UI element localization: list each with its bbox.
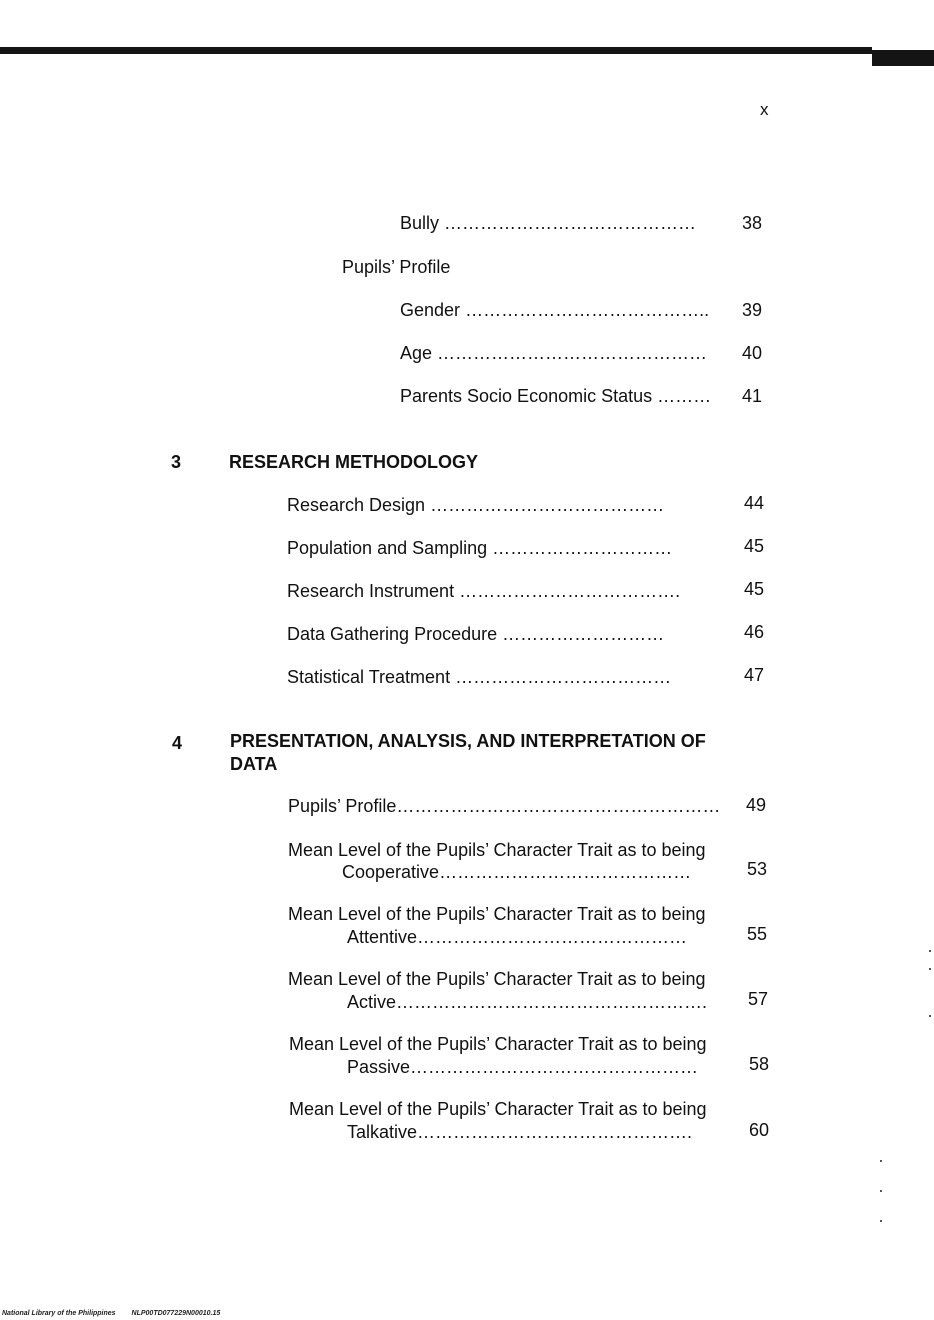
toc-leader-dots: ………………………………………. — [417, 1122, 693, 1142]
chapter-number: 3 — [171, 452, 182, 472]
toc-page-number: 45 — [744, 579, 765, 599]
toc-entry-label: Statistical Treatment — [287, 667, 451, 687]
toc-leader-dots: ……………………… — [502, 624, 665, 644]
toc-entry-bully — [400, 212, 696, 234]
toc-page-number: 41 — [742, 386, 763, 406]
toc-page-number: 40 — [742, 343, 763, 363]
toc-leader-dots: ……… — [657, 386, 712, 406]
chapter-title: RESEARCH METHODOLOGY — [229, 452, 479, 472]
toc-entry-label: Parents Socio Economic Status — [400, 386, 653, 406]
toc-page-number: 53 — [747, 859, 768, 879]
toc-entry-mean-level-line1: Mean Level of the Pupils’ Character Trait as to being — [289, 1099, 707, 1119]
footer-library: National Library of the Philippines — [2, 1310, 116, 1317]
toc-leader-dots: …………………………………… — [439, 862, 692, 882]
toc-page-number: 45 — [744, 536, 765, 556]
toc-leader-dots: ……………………………………………… — [396, 796, 721, 816]
toc-entry-mean-level-line1: Mean Level of the Pupils’ Character Trait as to being — [288, 969, 706, 989]
toc-page-number: 47 — [744, 665, 765, 685]
scan-speck — [880, 1220, 882, 1222]
toc-page-number: 46 — [744, 622, 765, 642]
toc-page-number: 49 — [746, 795, 767, 815]
toc-page-number: 55 — [747, 924, 768, 944]
toc-page-number: 60 — [749, 1120, 770, 1140]
toc-entry-pupils-profile — [288, 795, 720, 817]
toc-entry-label: Population and Sampling — [287, 538, 488, 558]
scan-border-top — [0, 47, 872, 54]
toc-entry-label: Bully — [400, 213, 440, 233]
toc-entry — [287, 623, 664, 645]
toc-entry-label: Cooperative — [342, 862, 440, 882]
toc-entry-label: Talkative — [347, 1122, 418, 1142]
toc-entry-age — [400, 342, 707, 364]
toc-page-number: 38 — [742, 213, 763, 233]
toc-leader-dots: ………………………… — [492, 538, 673, 558]
toc-entry-label: Passive — [347, 1057, 411, 1077]
footer-code: NLP00TD077229N00010.15 — [131, 1310, 221, 1317]
toc-entry-label: Research Instrument — [287, 581, 455, 601]
scan-speck — [929, 1015, 931, 1017]
toc-entry-mean-level-line2 — [347, 1121, 692, 1143]
scan-border-corner — [872, 50, 934, 66]
toc-page-number: 58 — [749, 1054, 770, 1074]
toc-leader-dots: ……………………………………………. — [396, 992, 708, 1012]
toc-entry — [287, 580, 680, 602]
toc-entry-label: Research Design — [287, 495, 426, 515]
toc-entry-mean-level-line2 — [347, 991, 707, 1013]
toc-leader-dots: …………………………………… — [444, 213, 697, 233]
page-number: x — [760, 100, 769, 119]
toc-entry-label: Age — [400, 343, 433, 363]
toc-subheading-pupils-profile: Pupils’ Profile — [342, 257, 451, 277]
toc-leader-dots: ……………………………… — [455, 667, 672, 687]
chapter-title-line2: DATA — [230, 754, 278, 774]
scan-speck — [929, 968, 931, 970]
toc-entry — [287, 666, 671, 688]
toc-entry — [287, 537, 672, 559]
toc-entry-mean-level-line1: Mean Level of the Pupils’ Character Trait as to being — [289, 1034, 707, 1054]
toc-leader-dots: ………………………………….. — [465, 300, 710, 320]
toc-leader-dots: ……………………………………… — [417, 927, 688, 947]
toc-entry-label: Active — [347, 992, 397, 1012]
toc-entry-mean-level-line1: Mean Level of the Pupils’ Character Trait as to being — [288, 904, 706, 924]
toc-entry-mean-level-line2 — [347, 1056, 698, 1078]
toc-entry-mean-level-line2 — [347, 926, 687, 948]
toc-page-number: 44 — [744, 493, 765, 513]
footer-watermark — [2, 1310, 234, 1317]
toc-page-number: 39 — [742, 300, 763, 320]
toc-entry-mean-level-line2 — [342, 861, 691, 883]
chapter-number: 4 — [172, 733, 183, 753]
toc-entry-gender — [400, 299, 709, 321]
toc-entry-mean-level-line1: Mean Level of the Pupils’ Character Trait as to being — [288, 840, 706, 860]
toc-entry-parents-ses — [400, 385, 711, 407]
scan-speck — [880, 1190, 882, 1192]
toc-entry-label: Pupils’ Profile — [288, 796, 397, 816]
toc-leader-dots: ………………………………. — [459, 581, 681, 601]
toc-entry-label: Data Gathering Procedure — [287, 624, 498, 644]
chapter-title-line1: PRESENTATION, ANALYSIS, AND INTERPRETATION OF — [230, 731, 706, 751]
toc-leader-dots: ………………………………… — [430, 495, 665, 515]
toc-leader-dots: ………………………………………… — [410, 1057, 699, 1077]
toc-entry — [287, 494, 664, 516]
toc-entry-label: Gender — [400, 300, 461, 320]
scan-speck — [880, 1160, 882, 1162]
toc-page-number: 57 — [748, 989, 769, 1009]
scan-speck — [929, 950, 931, 952]
toc-entry-label: Attentive — [347, 927, 418, 947]
toc-leader-dots: ……………………………………… — [437, 343, 708, 363]
